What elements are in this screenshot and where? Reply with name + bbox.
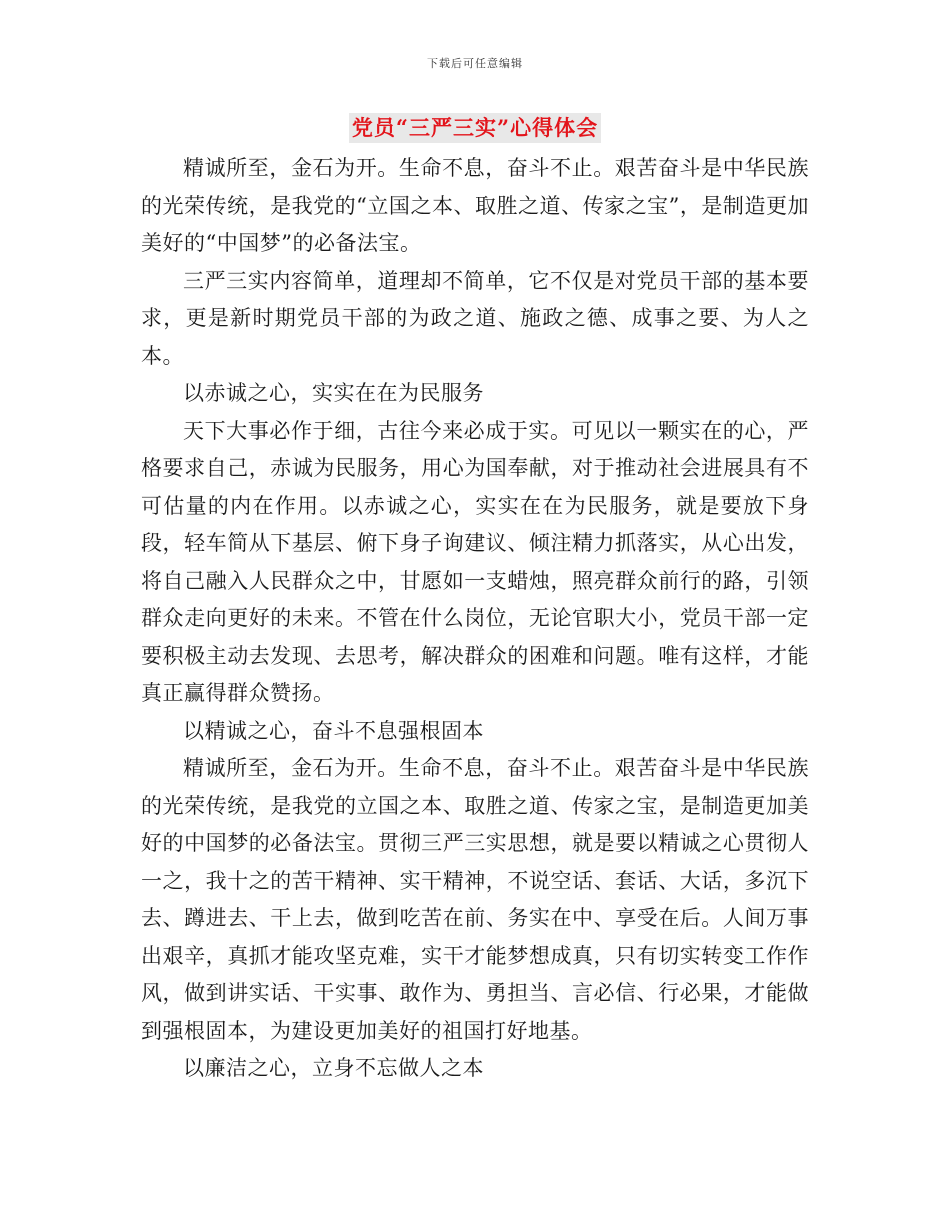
header-note: 下载后可任意编辑 (427, 57, 523, 70)
document-body (141, 150, 809, 1088)
document-title: 党员“三严三实”心得体会 (349, 113, 601, 143)
paragraph-summary: 三严三实内容简单，道理却不简单，它不仅是对党员干部的基本要求，更是新时期党员干部的为政之道、施政之德、成事之要、为人之本。 (141, 268, 809, 368)
section-heading-integrity: 以廉洁之心，立身不忘做人之本 (183, 1056, 484, 1080)
paragraph-intro: 精诚所至，金石为开。生命不息，奋斗不止。艰苦奋斗是中华民族的光荣传统，是我党的“立国之本、取胜之道、传家之宝”，是制造更加美好的“中国梦”的必备法宝。 (141, 156, 809, 255)
title-container (0, 113, 950, 143)
paragraph-devotion: 精诚所至，金石为开。生命不息，奋斗不止。艰苦奋斗是中华民族的光荣传统，是我党的立国之本、取胜之道、传家之宝，是制造更加美好的中国梦的必备法宝。贯彻三严三实思想，就是要以精诚之心贯彻人一之，我十之的苦干精神、实干精神，不说空话、套话、大话，多沉下去、蹲进去、干上去，做到吃苦在前、务实在中、享受在后。人间万事出艰辛，真抓才能攻坚克难，实干才能梦想成真，只有切实转变工作作风，做到讲实话、干实事、敢作为、勇担当、言必信、行必果，才能做到强根固本，为建设更加美好的祖国打好地基。 (141, 756, 809, 1043)
paragraph-sincerity: 天下大事必作于细，古往今来必成于实。可见以一颗实在的心，严格要求自己，赤诚为民服务，用心为国奉献，对于推动社会进展具有不可估量的内在作用。以赤诚之心，实实在在为民服务，就是要放下身段，轻车简从下基层、俯下身子询建议、倾注精力抓落实，从心出发，将自己融入人民群众之中，甘愿如一支蜡烛，照亮群众前行的路，引领群众走向更好的未来。不管在什么岗位，无论官职大小，党员干部一定要积极主动去发现、去思考，解决群众的困难和问题。唯有这样，才能真正赢得群众赞扬。 (141, 418, 809, 705)
section-heading-devotion: 以精诚之心，奋斗不息强根固本 (183, 718, 484, 743)
section-heading-sincerity: 以赤诚之心，实实在在为民服务 (183, 381, 484, 405)
